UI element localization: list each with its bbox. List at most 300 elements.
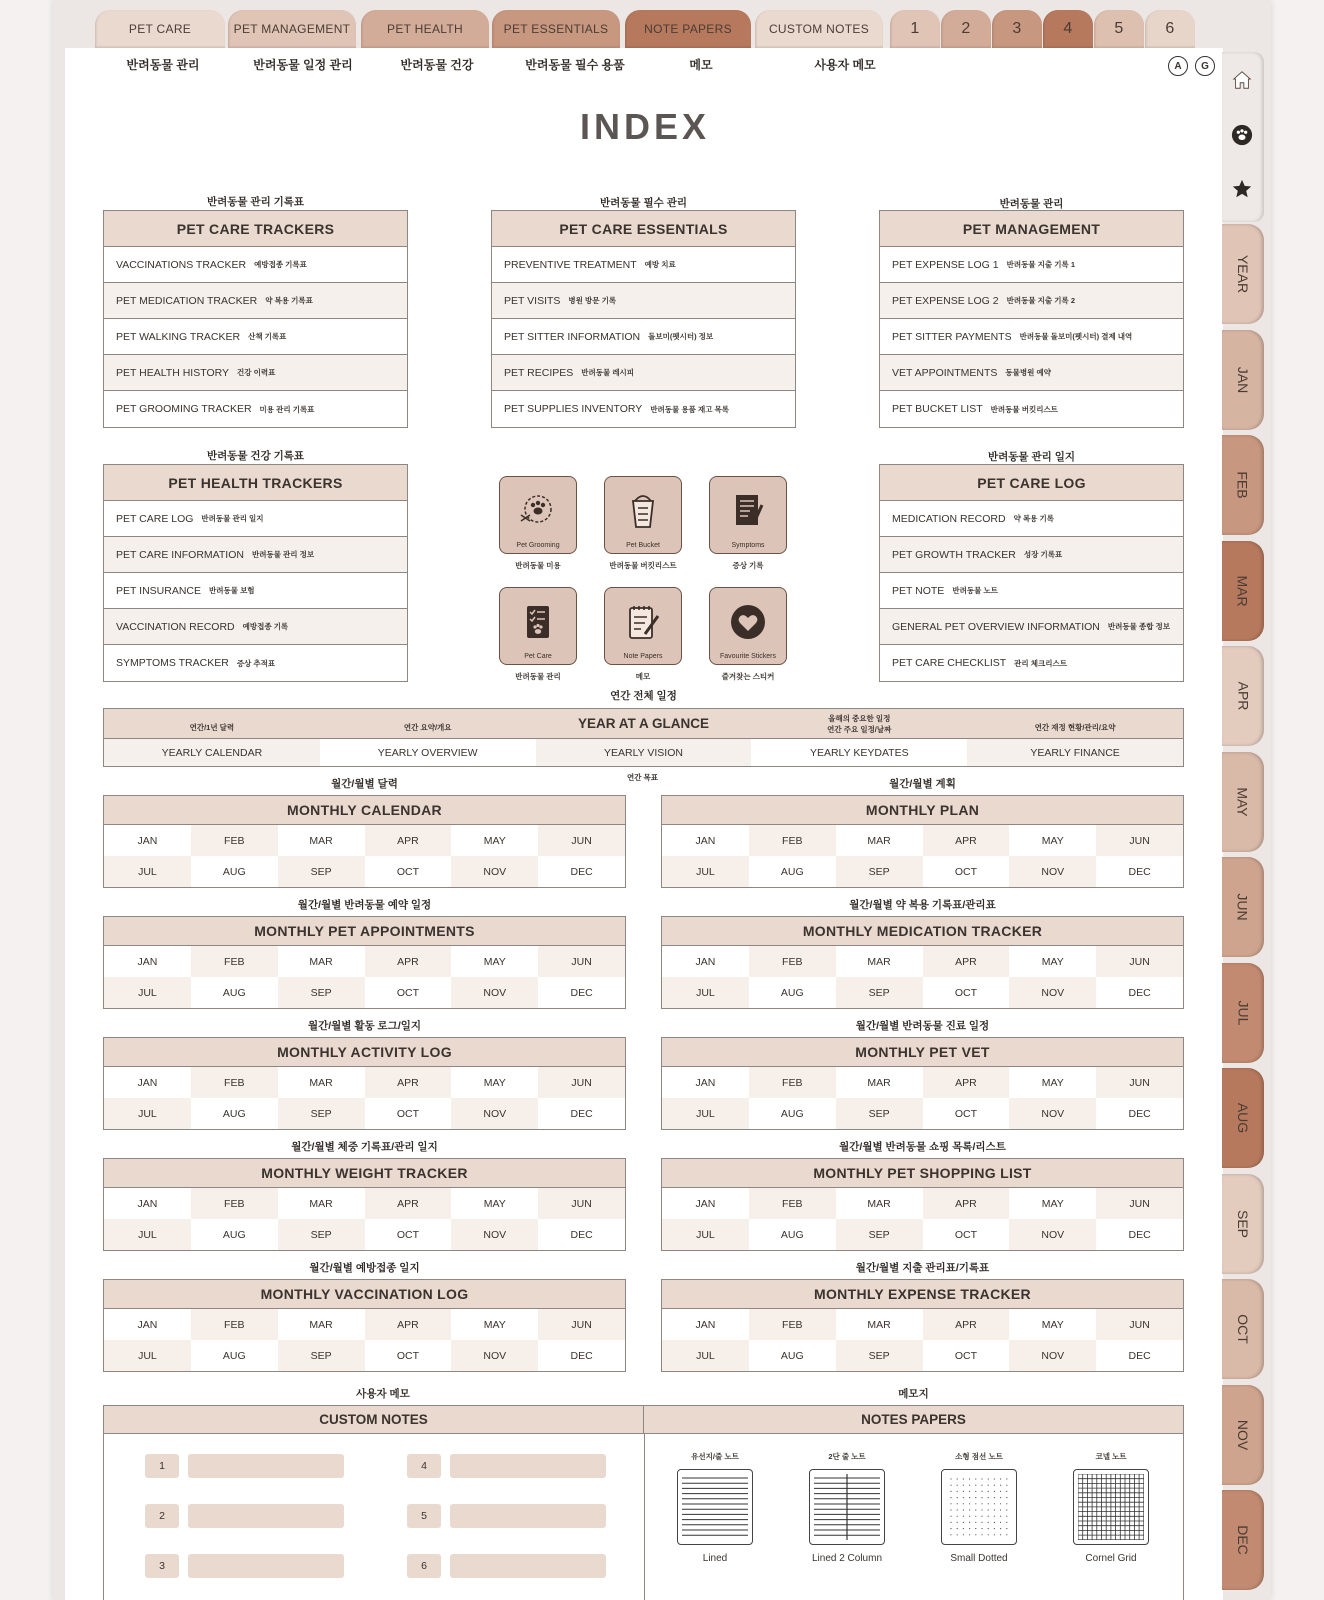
month-cell-nov[interactable]: NOV — [451, 856, 538, 887]
list-item-korean: 성장 기록표 — [1023, 550, 1063, 559]
monthly-title[interactable]: MONTHLY ACTIVITY LOG — [104, 1038, 625, 1067]
list-item[interactable] — [104, 247, 407, 283]
paper-korean-label: 코넬 노트 — [1095, 1452, 1127, 1461]
month-cell-jul[interactable]: JUL — [662, 1219, 749, 1250]
custom-note-number-4[interactable]: 4 — [407, 1454, 441, 1478]
month-cell-jun[interactable]: JUN — [538, 946, 625, 977]
side-tab-label: JUN — [1234, 893, 1251, 921]
month-cell-jul[interactable]: JUL — [662, 977, 749, 1008]
list-item[interactable] — [104, 537, 407, 573]
list-item-korean: 병원 방문 기록 — [568, 296, 617, 305]
monthly-caption: 월간/월별 약 복용 기록표/관리표 — [849, 899, 996, 911]
month-cell-oct[interactable]: OCT — [923, 856, 1010, 887]
glance-caption: 연간 전체 일정 — [610, 690, 677, 702]
star-icon[interactable] — [1230, 177, 1254, 201]
month-cell-aug[interactable]: AUG — [749, 856, 836, 887]
monthly-title[interactable]: MONTHLY VACCINATION LOG — [104, 1280, 625, 1309]
list-item-korean: 반려동물 돌보미(펫시터) 결제 내역 — [1019, 332, 1133, 341]
month-cell-apr[interactable]: APR — [365, 825, 452, 856]
month-cell-jul[interactable]: JUL — [662, 1098, 749, 1129]
month-cell-sep[interactable]: SEP — [278, 1219, 365, 1250]
management-title[interactable]: PET MANAGEMENT — [880, 211, 1183, 247]
list-item[interactable] — [104, 283, 407, 319]
health-box — [103, 464, 408, 682]
month-cell-jun[interactable]: JUN — [1096, 1188, 1183, 1219]
month-cell-nov[interactable]: NOV — [1009, 1340, 1096, 1371]
month-cell-nov[interactable]: NOV — [1009, 856, 1096, 887]
custom-notes-title[interactable]: CUSTOM NOTES — [104, 1406, 644, 1433]
side-tab-label: FEB — [1234, 471, 1251, 499]
monthly-vaccination-log-box — [103, 1279, 626, 1372]
month-cell-apr[interactable]: APR — [365, 1309, 452, 1340]
month-cell-jan[interactable]: JAN — [662, 1309, 749, 1340]
a-badge[interactable]: A — [1168, 56, 1188, 76]
month-cell-aug[interactable]: AUG — [191, 977, 278, 1008]
month-cell-dec[interactable]: DEC — [1096, 1098, 1183, 1129]
month-cell-aug[interactable]: AUG — [749, 1219, 836, 1250]
side-tab-nov[interactable] — [1222, 1385, 1264, 1485]
month-cell-jan[interactable]: JAN — [104, 825, 191, 856]
side-tab-feb[interactable] — [1222, 435, 1264, 535]
health-caption: 반려동물 건강 기록표 — [206, 450, 305, 462]
month-cell-apr[interactable]: APR — [365, 1067, 452, 1098]
list-item[interactable] — [492, 319, 795, 355]
month-cell-jul[interactable]: JUL — [104, 856, 191, 887]
paper-label: Cornel Grid — [1085, 1553, 1137, 1564]
month-cell-mar[interactable]: MAR — [836, 825, 923, 856]
glance-header — [104, 709, 1183, 739]
symptoms-button[interactable] — [709, 476, 787, 554]
glance-header-cell — [967, 709, 1183, 738]
list-item[interactable] — [104, 355, 407, 391]
month-cell-mar[interactable]: MAR — [836, 1309, 923, 1340]
paper-cornel-grid-thumbnail[interactable] — [1073, 1469, 1149, 1545]
side-tab-oct[interactable] — [1222, 1279, 1264, 1379]
list-item[interactable] — [880, 537, 1183, 573]
list-item[interactable] — [492, 355, 795, 391]
month-cell-sep[interactable]: SEP — [278, 977, 365, 1008]
month-cell-apr[interactable]: APR — [923, 1309, 1010, 1340]
month-cell-oct[interactable]: OCT — [923, 977, 1010, 1008]
list-item[interactable] — [880, 355, 1183, 391]
top-tab-10[interactable]: 4 — [1043, 10, 1093, 48]
month-cell-may[interactable]: MAY — [1009, 1067, 1096, 1098]
month-cell-nov[interactable]: NOV — [451, 1219, 538, 1250]
grooming-button[interactable] — [499, 476, 577, 554]
month-cell-nov[interactable]: NOV — [1009, 1098, 1096, 1129]
paper-lined-thumbnail[interactable] — [677, 1469, 753, 1545]
custom-note-number-5[interactable]: 5 — [407, 1504, 441, 1528]
side-tab-year[interactable] — [1222, 224, 1264, 324]
month-cell-dec[interactable]: DEC — [1096, 1340, 1183, 1371]
month-cell-may[interactable]: MAY — [451, 946, 538, 977]
custom-note-2-field[interactable] — [188, 1504, 344, 1528]
month-cell-oct[interactable]: OCT — [365, 1219, 452, 1250]
list-item-korean: 약 복용 기록 — [1013, 514, 1054, 523]
custom-note-number-3[interactable]: 3 — [145, 1554, 179, 1578]
list-item-korean: 예방 치료 — [644, 260, 676, 269]
month-cell-jun[interactable]: JUN — [538, 1309, 625, 1340]
list-item[interactable] — [492, 283, 795, 319]
list-item-label: PET HEALTH HISTORY — [116, 366, 230, 379]
list-item[interactable] — [104, 391, 407, 427]
list-item-korean: 돌보미(펫시터) 정보 — [648, 332, 714, 341]
side-tab-label: NOV — [1235, 1419, 1251, 1450]
list-item[interactable] — [880, 319, 1183, 355]
monthly-caption: 월간/월별 체중 기록표/관리 일지 — [291, 1141, 438, 1153]
month-cell-aug[interactable]: AUG — [749, 1098, 836, 1129]
month-cell-may[interactable]: MAY — [451, 1067, 538, 1098]
month-cell-jan[interactable]: JAN — [662, 1188, 749, 1219]
month-grid — [104, 1188, 625, 1250]
month-cell-sep[interactable]: SEP — [836, 1340, 923, 1371]
side-tab-jul[interactable] — [1222, 963, 1264, 1063]
month-cell-nov[interactable]: NOV — [451, 977, 538, 1008]
top-korean-label-6[interactable]: 사용자 메모 — [814, 58, 876, 72]
top-korean-label-2[interactable]: 반려동물 일정 관리 — [253, 58, 353, 72]
list-item-label: PET SUPPLIES INVENTORY — [504, 403, 643, 415]
list-item-label: PET CARE LOG — [116, 512, 194, 525]
month-cell-dec[interactable]: DEC — [1096, 856, 1183, 887]
month-cell-apr[interactable]: APR — [365, 1188, 452, 1219]
month-cell-oct[interactable]: OCT — [365, 1098, 452, 1129]
month-cell-sep[interactable]: SEP — [836, 1219, 923, 1250]
month-cell-mar[interactable]: MAR — [278, 1067, 365, 1098]
top-tab-3[interactable]: PET HEALTH — [361, 10, 489, 48]
custom-note-4-field[interactable] — [450, 1454, 606, 1478]
list-item-korean: 건강 이력표 — [237, 368, 276, 377]
side-tab-jun[interactable] — [1222, 857, 1264, 957]
list-item[interactable] — [104, 573, 407, 609]
list-item-korean: 반려동물 관리 일지 — [201, 514, 264, 523]
month-cell-jan[interactable]: JAN — [104, 1188, 191, 1219]
month-cell-apr[interactable]: APR — [923, 1067, 1010, 1098]
month-cell-oct[interactable]: OCT — [365, 977, 452, 1008]
month-cell-feb[interactable]: FEB — [749, 1067, 836, 1098]
month-cell-jun[interactable]: JUN — [1096, 825, 1183, 856]
month-cell-jul[interactable]: JUL — [662, 856, 749, 887]
month-cell-feb[interactable]: FEB — [191, 1188, 278, 1219]
month-cell-feb[interactable]: FEB — [191, 946, 278, 977]
month-cell-jun[interactable]: JUN — [538, 825, 625, 856]
month-cell-dec[interactable]: DEC — [538, 1098, 625, 1129]
list-item[interactable] — [492, 247, 795, 283]
top-tab-8[interactable]: 2 — [941, 10, 991, 48]
list-item[interactable] — [880, 247, 1183, 283]
month-cell-jul[interactable]: JUL — [104, 977, 191, 1008]
month-cell-aug[interactable]: AUG — [191, 1219, 278, 1250]
list-item-label: PET WALKING TRACKER — [116, 330, 241, 343]
icon-korean-label: 즐겨찾는 스티커 — [721, 672, 775, 681]
month-cell-nov[interactable]: NOV — [451, 1098, 538, 1129]
month-cell-nov[interactable]: NOV — [451, 1340, 538, 1371]
list-item[interactable] — [880, 645, 1183, 681]
monthly-title[interactable]: MONTHLY PLAN — [662, 796, 1183, 825]
month-cell-dec[interactable]: DEC — [1096, 977, 1183, 1008]
list-item[interactable] — [104, 609, 407, 645]
month-cell-sep[interactable]: SEP — [278, 1098, 365, 1129]
month-cell-apr[interactable]: APR — [923, 825, 1010, 856]
month-grid — [104, 946, 625, 1008]
month-cell-sep[interactable]: SEP — [836, 856, 923, 887]
month-cell-feb[interactable]: FEB — [191, 1067, 278, 1098]
month-cell-jan[interactable]: JAN — [662, 1067, 749, 1098]
month-cell-may[interactable]: MAY — [1009, 1188, 1096, 1219]
month-cell-jan[interactable]: JAN — [662, 946, 749, 977]
month-cell-may[interactable]: MAY — [1009, 946, 1096, 977]
list-item-label: SYMPTOMS TRACKER — [116, 657, 229, 669]
list-item[interactable] — [104, 501, 407, 537]
month-cell-jul[interactable]: JUL — [104, 1098, 191, 1129]
month-cell-feb[interactable]: FEB — [191, 825, 278, 856]
monthly-caption: 월간/월별 달력 — [331, 778, 398, 790]
trackers-box — [103, 210, 408, 428]
month-cell-feb[interactable]: FEB — [749, 946, 836, 977]
list-item[interactable] — [880, 573, 1183, 609]
list-item-korean: 반려동물 지출 기록 2 — [1006, 296, 1075, 305]
trackers-title[interactable]: PET CARE TRACKERS — [104, 211, 407, 247]
month-cell-jun[interactable]: JUN — [1096, 1067, 1183, 1098]
essentials-caption: 반려동물 필수 관리 — [600, 197, 687, 209]
custom-note-3-field[interactable] — [188, 1554, 344, 1578]
top-korean-label-1[interactable]: 반려동물 관리 — [126, 58, 200, 72]
glance-item[interactable]: YEARLY VISION — [536, 739, 752, 766]
list-item-korean: 반려동물 용품 재고 목록 — [650, 404, 730, 414]
list-item[interactable] — [880, 283, 1183, 319]
month-cell-jul[interactable]: JUL — [662, 1340, 749, 1371]
month-cell-oct[interactable]: OCT — [923, 1219, 1010, 1250]
glance-item[interactable]: YEARLY CALENDAR — [104, 739, 320, 766]
month-cell-sep[interactable]: SEP — [278, 1340, 365, 1371]
month-cell-oct[interactable]: OCT — [365, 1340, 452, 1371]
list-item-korean: 산책 기록표 — [248, 332, 287, 341]
g-badge[interactable]: G — [1195, 56, 1215, 76]
side-tab-mar[interactable] — [1222, 541, 1264, 641]
glance-note: 올해의 중요한 일정 — [828, 713, 891, 723]
month-cell-jun[interactable]: JUN — [1096, 1309, 1183, 1340]
month-cell-may[interactable]: MAY — [1009, 825, 1096, 856]
side-tab-may[interactable] — [1222, 752, 1264, 852]
month-cell-sep[interactable]: SEP — [836, 977, 923, 1008]
health-title[interactable]: PET HEALTH TRACKERS — [104, 465, 407, 501]
monthly-title[interactable]: MONTHLY PET SHOPPING LIST — [662, 1159, 1183, 1188]
icon-korean-label: 증상 기록 — [732, 561, 764, 570]
month-cell-nov[interactable]: NOV — [1009, 1219, 1096, 1250]
month-cell-jan[interactable]: JAN — [104, 1067, 191, 1098]
custom-note-number-6[interactable]: 6 — [407, 1554, 441, 1578]
top-tab-9[interactable]: 3 — [992, 10, 1042, 48]
top-tab-11[interactable]: 5 — [1094, 10, 1144, 48]
monthly-caption: 월간/월별 계획 — [889, 778, 956, 790]
month-cell-mar[interactable]: MAR — [836, 1067, 923, 1098]
list-item-label: PET VISITS — [504, 294, 561, 307]
custom-note-5-field[interactable] — [450, 1504, 606, 1528]
month-cell-oct[interactable]: OCT — [923, 1098, 1010, 1129]
heart-button[interactable] — [709, 587, 787, 665]
glance-item[interactable]: YEARLY FINANCE — [967, 739, 1183, 766]
month-cell-aug[interactable]: AUG — [749, 1340, 836, 1371]
pet-care-button[interactable] — [499, 587, 577, 665]
side-tab-apr[interactable] — [1222, 646, 1264, 746]
custom-note-number-1[interactable]: 1 — [145, 1454, 179, 1478]
page-title: INDEX — [579, 106, 711, 147]
essentials-title[interactable]: PET CARE ESSENTIALS — [492, 211, 795, 247]
list-item-korean: 예방접종 기록표 — [254, 260, 307, 269]
glance-title[interactable]: YEAR AT A GLANCE — [577, 716, 709, 731]
month-cell-may[interactable]: MAY — [451, 825, 538, 856]
month-cell-feb[interactable]: FEB — [191, 1309, 278, 1340]
glance-note: 연간 요약/개요 — [403, 723, 452, 732]
side-tab-label: SEP — [1234, 1209, 1251, 1238]
month-cell-dec[interactable]: DEC — [538, 856, 625, 887]
month-cell-feb[interactable]: FEB — [749, 1188, 836, 1219]
month-cell-jul[interactable]: JUL — [104, 1340, 191, 1371]
month-grid — [662, 946, 1183, 1008]
paper-small-dotted-thumbnail[interactable] — [941, 1469, 1017, 1545]
monthly-title[interactable]: MONTHLY PET APPOINTMENTS — [104, 917, 625, 946]
monthly-title[interactable]: MONTHLY MEDICATION TRACKER — [662, 917, 1183, 946]
note-papers-button[interactable] — [604, 587, 682, 665]
carelog-title[interactable]: PET CARE LOG — [880, 465, 1183, 501]
month-cell-aug[interactable]: AUG — [191, 1340, 278, 1371]
top-korean-label-4[interactable]: 반려동물 필수 용품 — [525, 58, 625, 72]
glance-footer-note: 연간 목표 — [626, 773, 659, 782]
paper-korean-label: 2단 줄 노트 — [828, 1452, 866, 1461]
monthly-title[interactable]: MONTHLY WEIGHT TRACKER — [104, 1159, 625, 1188]
list-item[interactable] — [880, 609, 1183, 645]
side-tab-sep[interactable] — [1222, 1174, 1264, 1274]
month-cell-feb[interactable]: FEB — [749, 825, 836, 856]
month-cell-mar[interactable]: MAR — [278, 946, 365, 977]
month-cell-may[interactable]: MAY — [451, 1188, 538, 1219]
list-item-korean: 예방접종 기록 — [242, 622, 289, 631]
list-item[interactable] — [492, 391, 795, 427]
month-cell-mar[interactable]: MAR — [836, 946, 923, 977]
management-caption: 반려동물 관리 — [999, 198, 1064, 210]
icon-korean-label: 반려동물 미용 — [515, 561, 561, 570]
monthly-title[interactable]: MONTHLY CALENDAR — [104, 796, 625, 825]
month-cell-mar[interactable]: MAR — [278, 825, 365, 856]
side-tab-jan[interactable] — [1222, 330, 1264, 430]
side-tab-label: MAY — [1235, 786, 1251, 817]
symptoms-icon — [726, 491, 770, 536]
custom-note-6-field[interactable] — [450, 1554, 606, 1578]
custom-note-number-2[interactable]: 2 — [145, 1504, 179, 1528]
paper-korean-label: 유선지/줄 노트 — [691, 1452, 739, 1461]
month-cell-may[interactable]: MAY — [1009, 1309, 1096, 1340]
month-cell-apr[interactable]: APR — [923, 1188, 1010, 1219]
list-item[interactable] — [880, 391, 1183, 427]
top-korean-label-3[interactable]: 반려동물 건강 — [400, 58, 474, 72]
month-cell-aug[interactable]: AUG — [191, 1098, 278, 1129]
side-tab-label: AUG — [1235, 1102, 1251, 1134]
month-cell-jul[interactable]: JUL — [104, 1219, 191, 1250]
month-cell-oct[interactable]: OCT — [923, 1340, 1010, 1371]
glance-header-cell — [320, 709, 536, 738]
side-tab-label: JAN — [1234, 366, 1251, 393]
icon-korean-label: 메모 — [635, 672, 651, 681]
month-cell-feb[interactable]: FEB — [749, 1309, 836, 1340]
paper-lined-2-column-thumbnail[interactable] — [809, 1469, 885, 1545]
month-cell-sep[interactable]: SEP — [278, 856, 365, 887]
month-cell-oct[interactable]: OCT — [365, 856, 452, 887]
month-cell-mar[interactable]: MAR — [278, 1309, 365, 1340]
list-item-korean: 관리 체크리스트 — [1014, 658, 1067, 668]
month-cell-jun[interactable]: JUN — [538, 1067, 625, 1098]
month-cell-mar[interactable]: MAR — [836, 1188, 923, 1219]
list-item-korean: 반려동물 관리 정보 — [251, 550, 315, 559]
side-tab-aug[interactable] — [1222, 1068, 1264, 1168]
month-cell-jan[interactable]: JAN — [104, 1309, 191, 1340]
list-item[interactable] — [880, 501, 1183, 537]
list-item-label: MEDICATION RECORD — [892, 512, 1006, 525]
month-cell-jun[interactable]: JUN — [538, 1188, 625, 1219]
bucket-button[interactable] — [604, 476, 682, 554]
monthly-caption: 월간/월별 반려동물 쇼핑 목록/리스트 — [839, 1141, 1006, 1153]
month-cell-jun[interactable]: JUN — [1096, 946, 1183, 977]
month-cell-mar[interactable]: MAR — [278, 1188, 365, 1219]
month-cell-apr[interactable]: APR — [365, 946, 452, 977]
month-cell-dec[interactable]: DEC — [538, 1340, 625, 1371]
month-cell-dec[interactable]: DEC — [538, 977, 625, 1008]
month-grid — [662, 825, 1183, 887]
monthly-expense-tracker-box — [661, 1279, 1184, 1372]
list-item-korean: 약 복용 기록표 — [265, 296, 313, 305]
top-tab-12[interactable]: 6 — [1145, 10, 1195, 48]
list-item-label: PET GROOMING TRACKER — [116, 403, 252, 415]
top-tab-5[interactable]: NOTE PAPERS — [625, 10, 751, 48]
list-item[interactable] — [104, 645, 407, 681]
glance-note-sub: 연간 주요 일정/날짜 — [827, 724, 892, 734]
home-icon[interactable] — [1230, 68, 1254, 92]
custom-note-1-field[interactable] — [188, 1454, 344, 1478]
list-item-label: PET SITTER PAYMENTS — [892, 330, 1012, 343]
monthly-pet-vet-box — [661, 1037, 1184, 1130]
monthly-title[interactable]: MONTHLY PET VET — [662, 1038, 1183, 1067]
month-cell-aug[interactable]: AUG — [749, 977, 836, 1008]
top-tab-6[interactable]: CUSTOM NOTES — [755, 10, 883, 48]
top-tab-7[interactable]: 1 — [890, 10, 940, 48]
bucket-icon — [621, 491, 665, 536]
list-item[interactable] — [104, 319, 407, 355]
month-cell-jan[interactable]: JAN — [104, 946, 191, 977]
management-box — [879, 210, 1184, 428]
month-cell-dec[interactable]: DEC — [1096, 1219, 1183, 1250]
top-tab-2[interactable]: PET MANAGEMENT — [228, 10, 356, 48]
month-cell-sep[interactable]: SEP — [836, 1098, 923, 1129]
month-cell-may[interactable]: MAY — [451, 1309, 538, 1340]
icon-label: Note Papers — [623, 653, 663, 660]
custom-notes-caption: 사용자 메모 — [356, 1388, 410, 1400]
month-cell-nov[interactable]: NOV — [1009, 977, 1096, 1008]
list-item-label: PET INSURANCE — [116, 584, 201, 597]
glance-item[interactable]: YEARLY KEYDATES — [751, 739, 967, 766]
month-cell-apr[interactable]: APR — [923, 946, 1010, 977]
top-korean-label-5[interactable]: 메모 — [689, 58, 713, 72]
glance-item[interactable]: YEARLY OVERVIEW — [320, 739, 536, 766]
side-tab-dec[interactable] — [1222, 1490, 1264, 1590]
list-item-label: PET MEDICATION TRACKER — [116, 294, 258, 307]
top-tab-1[interactable]: PET CARE — [95, 10, 225, 48]
carelog-box — [879, 464, 1184, 682]
notes-papers-title[interactable]: NOTES PAPERS — [861, 1412, 966, 1427]
month-cell-aug[interactable]: AUG — [191, 856, 278, 887]
icon-korean-label: 반려동물 버킷리스트 — [609, 561, 677, 570]
month-cell-jan[interactable]: JAN — [662, 825, 749, 856]
month-cell-dec[interactable]: DEC — [538, 1219, 625, 1250]
monthly-title[interactable]: MONTHLY EXPENSE TRACKER — [662, 1280, 1183, 1309]
top-tab-4[interactable]: PET ESSENTIALS — [492, 10, 620, 48]
